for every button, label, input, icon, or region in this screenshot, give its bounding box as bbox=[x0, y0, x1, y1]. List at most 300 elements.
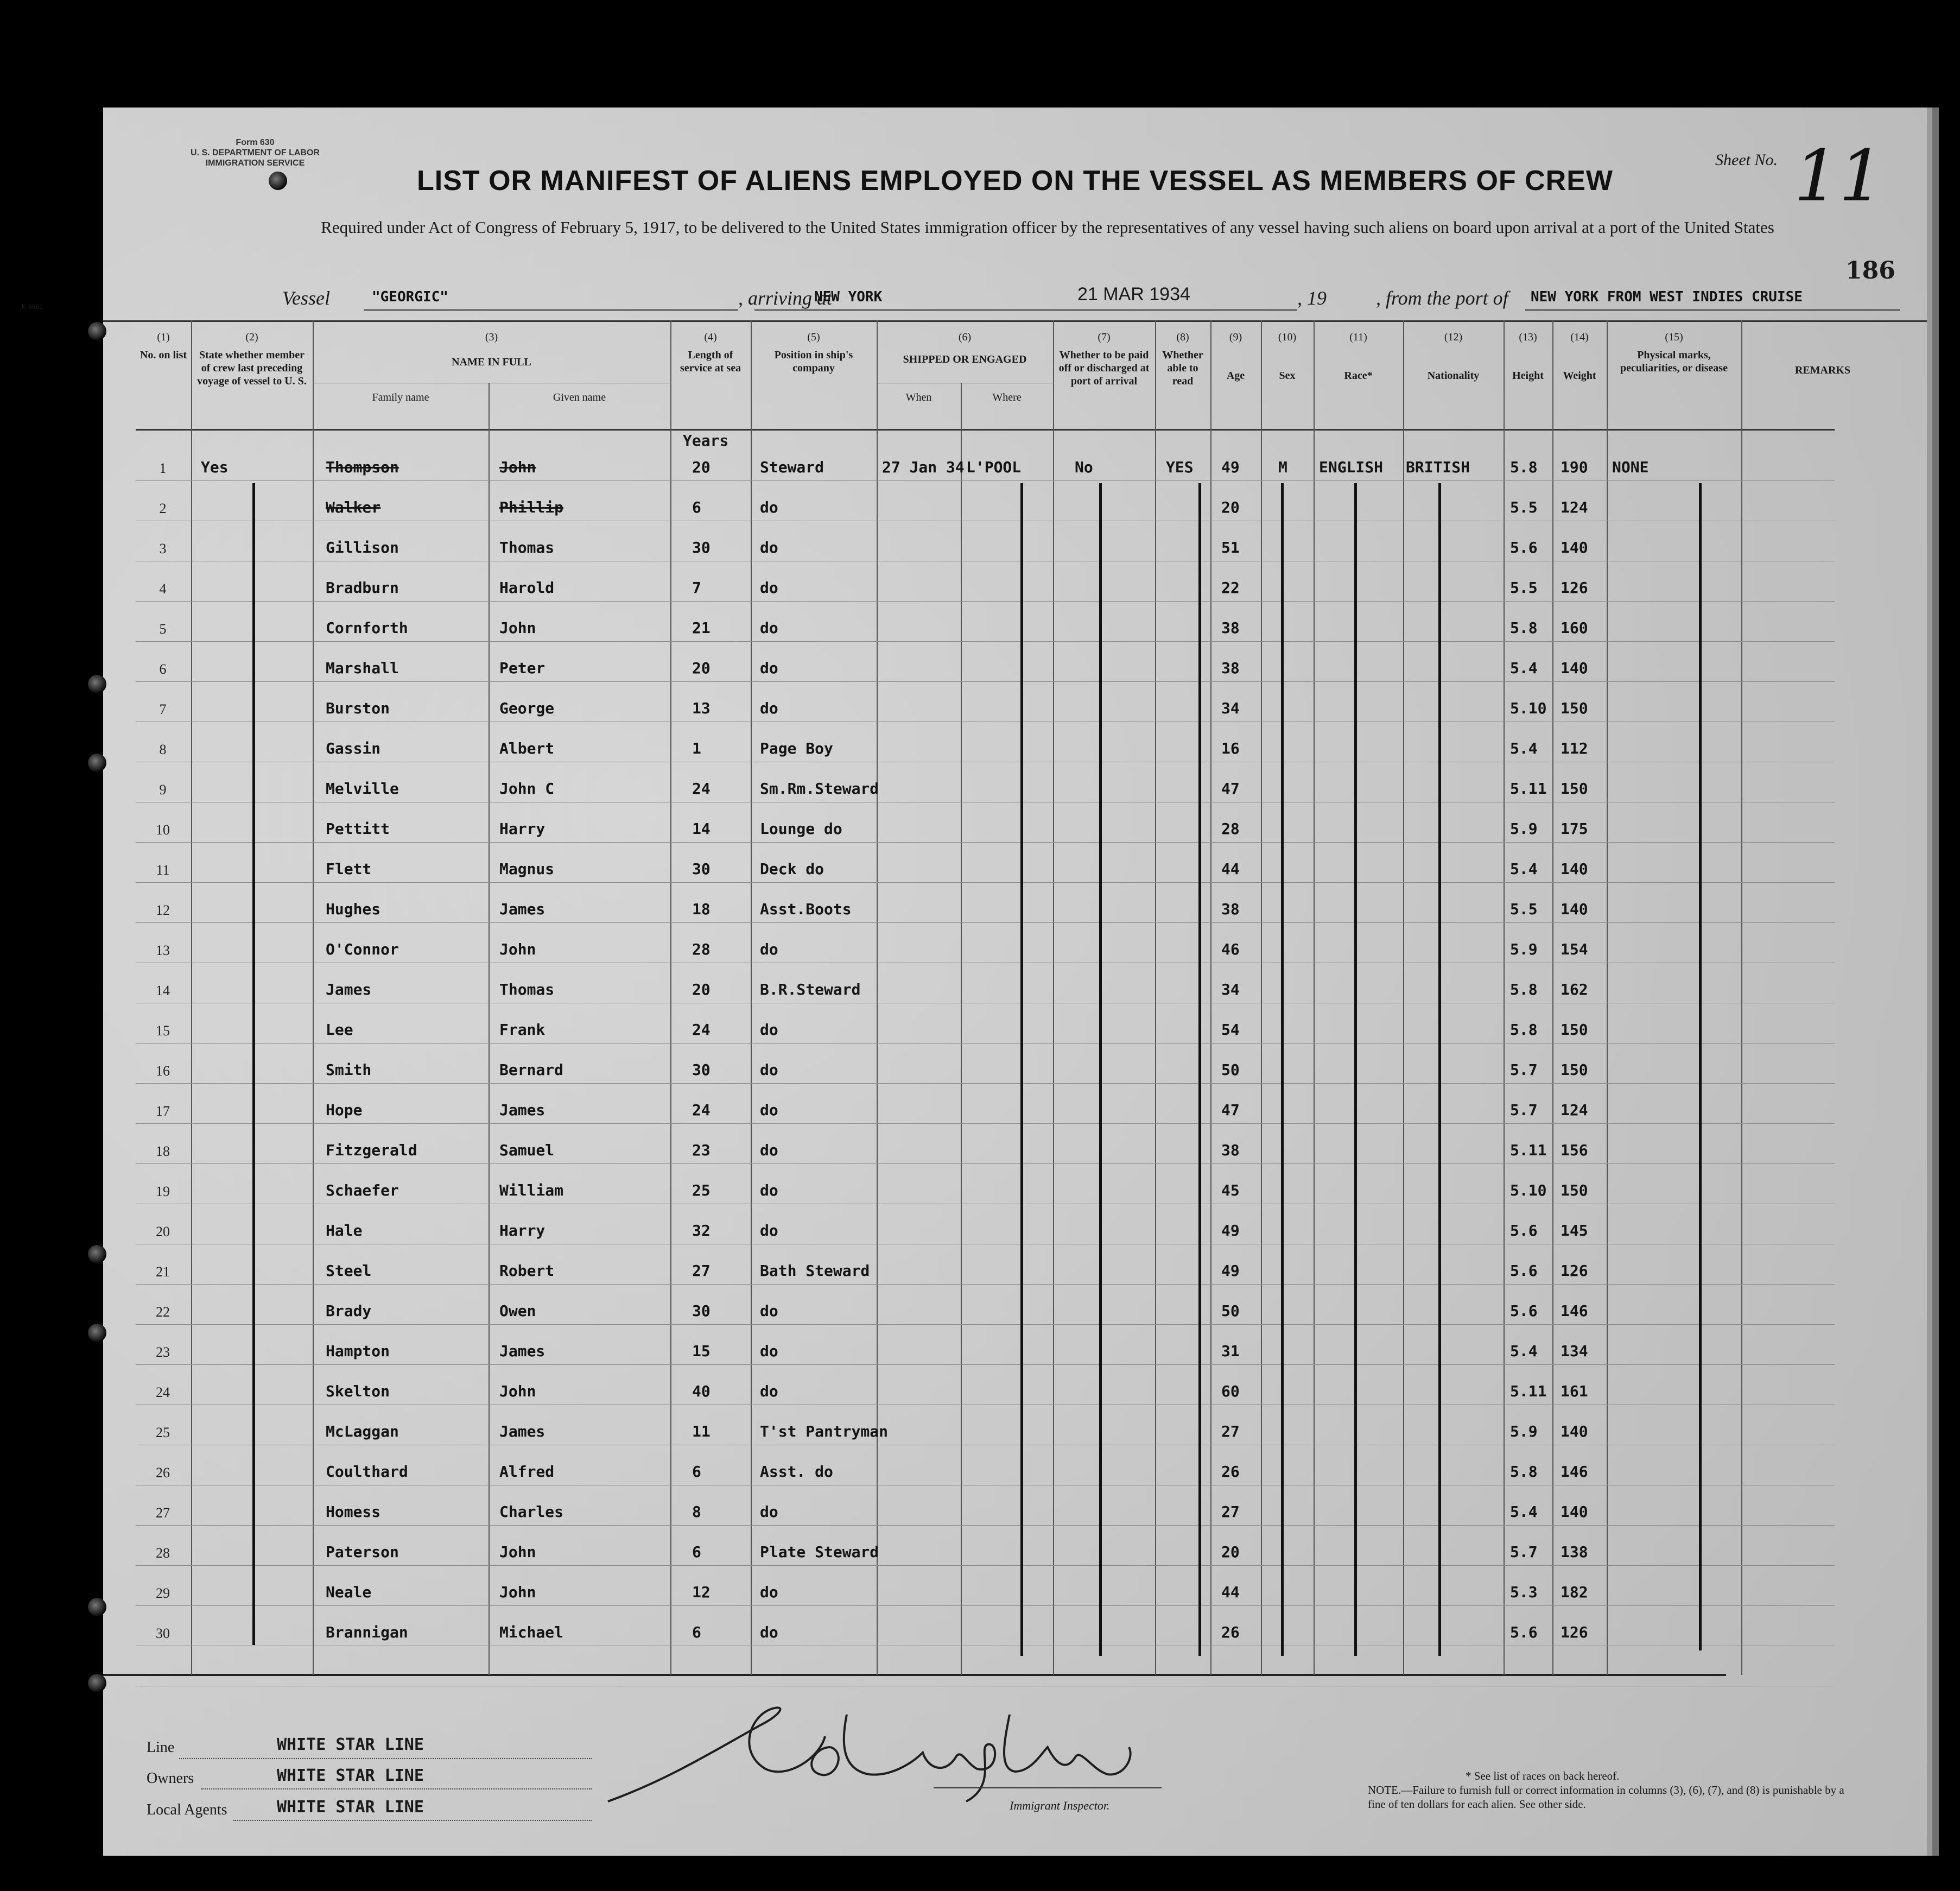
row-number: 8 bbox=[159, 742, 167, 757]
weight-cell: 124 bbox=[1561, 498, 1588, 516]
arriving-label: , arriving at bbox=[738, 287, 833, 309]
row-rule bbox=[136, 1163, 1835, 1164]
column-divider bbox=[313, 320, 314, 1675]
ditto-line-paid-off bbox=[1198, 483, 1201, 1656]
age-cell: 49 bbox=[1221, 1262, 1240, 1280]
col-15-number: (15) bbox=[1665, 331, 1683, 343]
years-unit-label: Years bbox=[683, 432, 729, 450]
punch-hole bbox=[88, 322, 106, 340]
given-name-cell: Phillip bbox=[499, 498, 564, 516]
position-cell: do bbox=[760, 659, 778, 677]
age-cell: 54 bbox=[1221, 1021, 1240, 1039]
owners-dots bbox=[201, 1788, 592, 1789]
family-name-header: Family name bbox=[372, 391, 429, 403]
col-13-number: (13) bbox=[1519, 331, 1537, 343]
given-name-cell: Michael bbox=[499, 1623, 564, 1641]
height-cell: 5.6 bbox=[1510, 1222, 1538, 1239]
service-length-cell: 18 bbox=[692, 900, 711, 918]
col-7-number: (7) bbox=[1098, 331, 1111, 343]
paid-off-cell: No bbox=[1075, 458, 1093, 476]
service-length-cell: 30 bbox=[692, 1061, 711, 1079]
row-rule bbox=[136, 1083, 1835, 1084]
given-name-cell: Albert bbox=[499, 739, 555, 757]
shipped-when-cell: 27 Jan 34 bbox=[882, 458, 965, 476]
position-cell: do bbox=[760, 1382, 778, 1400]
weight-cell: 126 bbox=[1561, 1623, 1588, 1641]
given-name-header: Given name bbox=[553, 391, 606, 403]
given-name-cell: Robert bbox=[499, 1262, 555, 1280]
ditto-line-marks bbox=[1699, 483, 1702, 1650]
service-length-cell: 14 bbox=[692, 820, 711, 838]
column-divider bbox=[1607, 320, 1608, 1675]
family-name-cell: Homess bbox=[326, 1503, 381, 1521]
row-number: 25 bbox=[156, 1425, 170, 1440]
column-divider bbox=[1053, 320, 1054, 1675]
weight-cell: 140 bbox=[1561, 1503, 1588, 1521]
given-name-cell: James bbox=[499, 1101, 545, 1119]
row-number: 3 bbox=[159, 541, 167, 556]
family-name-cell: Lee bbox=[326, 1021, 353, 1039]
row-number: 26 bbox=[156, 1465, 170, 1481]
service-length-cell: 6 bbox=[692, 1463, 701, 1481]
weight-cell: 140 bbox=[1561, 1422, 1588, 1440]
row-rule bbox=[136, 1525, 1835, 1526]
when-where-divider bbox=[961, 383, 962, 1675]
weight-cell: 182 bbox=[1561, 1583, 1588, 1601]
given-name-cell: William bbox=[499, 1181, 564, 1199]
row-number: 24 bbox=[156, 1384, 170, 1400]
service-length-cell: 13 bbox=[692, 699, 711, 717]
col-10-number: (10) bbox=[1278, 331, 1297, 343]
height-cell: 5.8 bbox=[1510, 1021, 1538, 1039]
service-length-cell: 6 bbox=[692, 1543, 701, 1561]
given-name-cell: John bbox=[499, 940, 536, 958]
column-divider bbox=[877, 320, 878, 1675]
service-length-cell: 30 bbox=[692, 539, 711, 556]
family-name-cell: Brannigan bbox=[326, 1623, 408, 1641]
vessel-name-line bbox=[364, 309, 738, 311]
given-name-cell: Frank bbox=[499, 1021, 545, 1039]
service-length-cell: 32 bbox=[692, 1222, 711, 1239]
prev-voyage-cell: Yes bbox=[201, 458, 229, 476]
age-cell: 28 bbox=[1221, 820, 1240, 838]
given-name-cell: Harry bbox=[499, 820, 545, 838]
position-cell: Plate Steward bbox=[760, 1543, 879, 1561]
ditto-line-read bbox=[1281, 483, 1284, 1656]
race-cell: ENGLISH bbox=[1319, 458, 1384, 476]
crew-table bbox=[103, 320, 1927, 1732]
height-cell: 5.6 bbox=[1510, 1623, 1538, 1641]
position-cell: B.R.Steward bbox=[760, 981, 861, 998]
where-header: Where bbox=[992, 391, 1022, 403]
col-14-label: Weight bbox=[1563, 370, 1596, 382]
age-cell: 44 bbox=[1221, 860, 1240, 878]
col-7-label: Whether to be paid off or discharged at port of arrival bbox=[1058, 349, 1150, 387]
weight-cell: 140 bbox=[1561, 539, 1588, 556]
height-cell: 5.6 bbox=[1510, 1302, 1538, 1320]
column-divider bbox=[1155, 320, 1156, 1675]
service-length-cell: 12 bbox=[692, 1583, 711, 1601]
row-number: 17 bbox=[156, 1103, 170, 1119]
service-name: IMMIGRATION SERVICE bbox=[205, 159, 305, 168]
weight-cell: 150 bbox=[1561, 1021, 1588, 1039]
row-number: 22 bbox=[156, 1304, 170, 1320]
age-cell: 45 bbox=[1221, 1181, 1240, 1199]
service-length-cell: 20 bbox=[692, 458, 711, 476]
physical-marks-cell: NONE bbox=[1612, 458, 1649, 476]
age-cell: 49 bbox=[1221, 458, 1240, 476]
form-number: Form 630 bbox=[236, 138, 275, 147]
col-4-label: Length of service at sea bbox=[680, 349, 741, 374]
position-cell: do bbox=[760, 1342, 778, 1360]
row-number: 29 bbox=[156, 1585, 170, 1601]
height-cell: 5.3 bbox=[1510, 1583, 1538, 1601]
ditto-line-nationality bbox=[1438, 483, 1441, 1656]
height-cell: 5.10 bbox=[1510, 1181, 1547, 1199]
row-rule bbox=[136, 882, 1835, 883]
height-cell: 5.5 bbox=[1510, 498, 1538, 516]
weight-cell: 160 bbox=[1561, 619, 1588, 637]
position-cell: Lounge do bbox=[760, 820, 842, 838]
service-length-cell: 6 bbox=[692, 1623, 701, 1641]
weight-cell: 124 bbox=[1561, 1101, 1588, 1119]
weight-cell: 146 bbox=[1561, 1302, 1588, 1320]
line-value: WHITE STAR LINE bbox=[277, 1735, 424, 1754]
service-length-cell: 1 bbox=[692, 739, 701, 757]
height-cell: 5.5 bbox=[1510, 900, 1538, 918]
row-number: 14 bbox=[156, 983, 170, 998]
col-5-number: (5) bbox=[807, 331, 820, 343]
position-cell: do bbox=[760, 1181, 778, 1199]
manifest-sheet bbox=[22, 107, 1927, 1856]
family-name-cell: Gassin bbox=[326, 739, 381, 757]
row-number: 15 bbox=[156, 1023, 170, 1039]
sheet-number-label: Sheet No. bbox=[1715, 151, 1778, 169]
col-13-label: Height bbox=[1512, 370, 1544, 382]
column-divider bbox=[1504, 320, 1505, 1675]
position-cell: do bbox=[760, 498, 778, 516]
age-cell: 34 bbox=[1221, 699, 1240, 717]
service-length-cell: 23 bbox=[692, 1141, 711, 1159]
position-cell: Bath Steward bbox=[760, 1262, 870, 1280]
age-cell: 49 bbox=[1221, 1222, 1240, 1239]
weight-cell: 146 bbox=[1561, 1463, 1588, 1481]
weight-cell: 162 bbox=[1561, 981, 1588, 998]
weight-cell: 150 bbox=[1561, 1181, 1588, 1199]
row-number: 30 bbox=[156, 1626, 170, 1641]
row-number: 10 bbox=[156, 822, 170, 838]
height-cell: 5.9 bbox=[1510, 820, 1538, 838]
column-divider bbox=[1314, 320, 1315, 1675]
height-cell: 5.8 bbox=[1510, 981, 1538, 998]
column-divider bbox=[191, 320, 192, 1675]
row-number: 28 bbox=[156, 1545, 170, 1561]
family-name-cell: Burston bbox=[326, 699, 390, 717]
table-bottom-border bbox=[103, 1674, 1726, 1676]
height-cell: 5.10 bbox=[1510, 699, 1547, 717]
position-cell: Deck do bbox=[760, 860, 824, 878]
given-name-cell: James bbox=[499, 1342, 545, 1360]
row-rule bbox=[136, 1123, 1835, 1124]
height-cell: 5.6 bbox=[1510, 1262, 1538, 1280]
col-9-number: (9) bbox=[1229, 331, 1242, 343]
local-agents-value: WHITE STAR LINE bbox=[277, 1798, 424, 1817]
col-8-number: (8) bbox=[1176, 331, 1189, 343]
given-name-cell: John bbox=[499, 1382, 536, 1400]
col-6-number: (6) bbox=[958, 331, 972, 343]
ditto-line-when bbox=[1020, 483, 1023, 1656]
vessel-name: "GEORGIC" bbox=[372, 289, 448, 305]
row-number: 20 bbox=[156, 1224, 170, 1239]
height-cell: 5.7 bbox=[1510, 1543, 1538, 1561]
date-stamp: 21 MAR 1934 bbox=[1077, 284, 1190, 305]
column-divider bbox=[1741, 320, 1742, 1675]
weight-cell: 140 bbox=[1561, 860, 1588, 878]
weight-cell: 134 bbox=[1561, 1342, 1588, 1360]
height-cell: 5.8 bbox=[1510, 1463, 1538, 1481]
family-name-cell: Gillison bbox=[326, 539, 399, 556]
family-name-cell: James bbox=[326, 981, 372, 998]
age-cell: 46 bbox=[1221, 940, 1240, 958]
ditto-line-prev-voyage bbox=[252, 483, 255, 1645]
given-name-cell: Magnus bbox=[499, 860, 555, 878]
service-length-cell: 24 bbox=[692, 780, 711, 798]
local-agents-label: Local Agents bbox=[147, 1801, 227, 1818]
weight-cell: 150 bbox=[1561, 780, 1588, 798]
service-length-cell: 24 bbox=[692, 1101, 711, 1119]
service-length-cell: 30 bbox=[692, 1302, 711, 1320]
position-cell: do bbox=[760, 699, 778, 717]
age-cell: 47 bbox=[1221, 780, 1240, 798]
able-to-read-cell: YES bbox=[1166, 458, 1194, 476]
col-9-label: Age bbox=[1226, 370, 1245, 382]
col-3-label: NAME IN FULL bbox=[452, 356, 531, 368]
weight-cell: 190 bbox=[1561, 458, 1588, 476]
row-number: 18 bbox=[156, 1143, 170, 1159]
header-bottom-border bbox=[136, 429, 1835, 431]
position-cell: do bbox=[760, 1583, 778, 1601]
age-cell: 51 bbox=[1221, 539, 1240, 556]
family-name-cell: O'Connor bbox=[326, 940, 399, 958]
family-name-cell: Fitzgerald bbox=[326, 1141, 417, 1159]
age-cell: 20 bbox=[1221, 1543, 1240, 1561]
family-name-cell: Pettitt bbox=[326, 820, 390, 838]
age-cell: 27 bbox=[1221, 1503, 1240, 1521]
family-given-divider bbox=[489, 383, 490, 1675]
given-name-cell: Thomas bbox=[499, 539, 555, 556]
corner-code: K-8661 bbox=[22, 303, 43, 311]
height-cell: 5.4 bbox=[1510, 860, 1538, 878]
age-cell: 47 bbox=[1221, 1101, 1240, 1119]
service-length-cell: 30 bbox=[692, 860, 711, 878]
row-rule bbox=[136, 842, 1835, 843]
weight-cell: 154 bbox=[1561, 940, 1588, 958]
date-line bbox=[1080, 309, 1297, 311]
age-cell: 27 bbox=[1221, 1422, 1240, 1440]
height-cell: 5.8 bbox=[1510, 458, 1538, 476]
col-6-label: SHIPPED OR ENGAGED bbox=[903, 353, 1027, 365]
age-cell: 38 bbox=[1221, 659, 1240, 677]
row-number: 21 bbox=[156, 1264, 170, 1280]
position-cell: do bbox=[760, 1222, 778, 1239]
col-2-number: (2) bbox=[245, 331, 258, 343]
row-rule bbox=[136, 922, 1835, 923]
family-name-cell: Steel bbox=[326, 1262, 372, 1280]
penalty-note: NOTE.—Failure to furnish full or correct information in columns (3), (6), (7), and (8) is punishable by a fine of ten dollars for each alien. See other side. bbox=[1368, 1784, 1844, 1811]
family-name-cell: Coulthard bbox=[326, 1463, 408, 1481]
service-length-cell: 24 bbox=[692, 1021, 711, 1039]
punch-hole bbox=[88, 754, 106, 772]
weight-cell: 150 bbox=[1561, 1061, 1588, 1079]
col-4-number: (4) bbox=[704, 331, 717, 343]
owners-label: Owners bbox=[147, 1770, 194, 1787]
position-cell: do bbox=[760, 1503, 778, 1521]
family-name-cell: Hale bbox=[326, 1222, 363, 1239]
row-number: 13 bbox=[156, 943, 170, 958]
row-number: 23 bbox=[156, 1344, 170, 1360]
local-agents-dots bbox=[233, 1820, 592, 1821]
family-name-cell: Cornforth bbox=[326, 619, 408, 637]
weight-cell: 140 bbox=[1561, 659, 1588, 677]
punch-hole bbox=[88, 1674, 106, 1692]
row-number: 1 bbox=[159, 460, 167, 476]
when-header: When bbox=[905, 391, 932, 403]
given-name-cell: John bbox=[499, 458, 536, 476]
col-14-number: (14) bbox=[1570, 331, 1589, 343]
service-length-cell: 15 bbox=[692, 1342, 711, 1360]
family-name-cell: Hope bbox=[326, 1101, 363, 1119]
height-cell: 5.11 bbox=[1510, 1141, 1547, 1159]
punch-hole bbox=[88, 1324, 106, 1342]
age-cell: 22 bbox=[1221, 579, 1240, 597]
position-cell: do bbox=[760, 1101, 778, 1119]
position-cell: do bbox=[760, 539, 778, 556]
height-cell: 5.11 bbox=[1510, 780, 1547, 798]
col-3-number: (3) bbox=[485, 331, 498, 343]
given-name-cell: Thomas bbox=[499, 981, 555, 998]
row-number: 5 bbox=[159, 621, 167, 637]
position-cell: Asst.Boots bbox=[760, 900, 852, 918]
position-cell: do bbox=[760, 619, 778, 637]
height-cell: 5.9 bbox=[1510, 1422, 1538, 1440]
age-cell: 50 bbox=[1221, 1061, 1240, 1079]
sex-cell: M bbox=[1278, 458, 1287, 476]
position-cell: do bbox=[760, 1302, 778, 1320]
position-cell: do bbox=[760, 940, 778, 958]
ditto-line-race bbox=[1354, 483, 1357, 1656]
sheet-number-value: 11 bbox=[1794, 135, 1884, 217]
row-rule bbox=[136, 1364, 1835, 1365]
service-length-cell: 20 bbox=[692, 659, 711, 677]
manifest-title: LIST OR MANIFEST OF ALIENS EMPLOYED ON THE VESSEL AS MEMBERS OF CREW bbox=[417, 165, 1613, 197]
given-name-cell: Samuel bbox=[499, 1141, 555, 1159]
table-top-border bbox=[103, 320, 1927, 322]
given-name-cell: John bbox=[499, 1583, 536, 1601]
col-12-number: (12) bbox=[1444, 331, 1463, 343]
service-length-cell: 28 bbox=[692, 940, 711, 958]
position-cell: Page Boy bbox=[760, 739, 833, 757]
age-cell: 34 bbox=[1221, 981, 1240, 998]
given-name-cell: Charles bbox=[499, 1503, 564, 1521]
given-name-cell: George bbox=[499, 699, 555, 717]
row-number: 6 bbox=[159, 661, 167, 677]
height-cell: 5.4 bbox=[1510, 659, 1538, 677]
service-length-cell: 6 bbox=[692, 498, 701, 516]
given-name-cell: Owen bbox=[499, 1302, 536, 1320]
family-name-cell: Bradburn bbox=[326, 579, 399, 597]
height-cell: 5.4 bbox=[1510, 1342, 1538, 1360]
height-cell: 5.6 bbox=[1510, 539, 1538, 556]
col-12-label: Nationality bbox=[1427, 370, 1480, 382]
vessel-label: Vessel bbox=[282, 287, 330, 309]
service-length-cell: 7 bbox=[692, 579, 701, 597]
family-name-cell: Brady bbox=[326, 1302, 372, 1320]
family-name-cell: McLaggan bbox=[326, 1422, 399, 1440]
family-name-cell: Hampton bbox=[326, 1342, 390, 1360]
family-name-cell: Flett bbox=[326, 860, 372, 878]
column-divider bbox=[1403, 320, 1404, 1675]
age-cell: 20 bbox=[1221, 498, 1240, 516]
position-cell: do bbox=[760, 579, 778, 597]
row-rule bbox=[136, 480, 1835, 481]
age-cell: 50 bbox=[1221, 1302, 1240, 1320]
vessel-line bbox=[103, 284, 1927, 314]
punch-hole bbox=[88, 675, 106, 693]
punch-hole bbox=[88, 1245, 106, 1263]
age-cell: 60 bbox=[1221, 1382, 1240, 1400]
col-2-label: State whether member of crew last preceding voyage of vessel to U. S. bbox=[197, 349, 307, 387]
row-rule bbox=[136, 1324, 1835, 1325]
shipped-where-cell: L'POOL bbox=[966, 458, 1022, 476]
column-divider bbox=[670, 320, 671, 1675]
col-15-label: Physical marks, peculiarities, or disease bbox=[1620, 349, 1728, 374]
height-cell: 5.7 bbox=[1510, 1101, 1538, 1119]
remarks-header: REMARKS bbox=[1794, 364, 1851, 376]
row-number: 4 bbox=[159, 581, 167, 597]
position-cell: do bbox=[760, 1061, 778, 1079]
departure-port: NEW YORK FROM WEST INDIES CRUISE bbox=[1531, 289, 1803, 305]
service-length-cell: 21 bbox=[692, 619, 711, 637]
row-rule bbox=[136, 681, 1835, 682]
line-label: Line bbox=[147, 1739, 175, 1756]
weight-cell: 126 bbox=[1561, 1262, 1588, 1280]
immigrant-inspector-label: Immigrant Inspector. bbox=[1010, 1799, 1110, 1812]
height-cell: 5.4 bbox=[1510, 739, 1538, 757]
position-cell: do bbox=[760, 1623, 778, 1641]
column-divider bbox=[751, 320, 752, 1675]
family-name-cell: Smith bbox=[326, 1061, 372, 1079]
family-name-cell: Skelton bbox=[326, 1382, 390, 1400]
given-name-cell: Bernard bbox=[499, 1061, 564, 1079]
position-cell: Sm.Rm.Steward bbox=[760, 780, 879, 798]
arrival-port: NEW YORK bbox=[814, 289, 883, 305]
weight-cell: 156 bbox=[1561, 1141, 1588, 1159]
department-name: U. S. DEPARTMENT OF LABOR bbox=[191, 148, 320, 157]
service-length-cell: 11 bbox=[692, 1422, 711, 1440]
family-name-cell: Marshall bbox=[326, 659, 399, 677]
weight-cell: 161 bbox=[1561, 1382, 1588, 1400]
service-length-cell: 40 bbox=[692, 1382, 711, 1400]
row-rule bbox=[136, 601, 1835, 602]
weight-cell: 126 bbox=[1561, 579, 1588, 597]
col-11-label: Race* bbox=[1344, 370, 1373, 382]
family-name-cell: Melville bbox=[326, 780, 399, 798]
from-port-label: , from the port of bbox=[1376, 287, 1508, 309]
given-name-cell: John bbox=[499, 1543, 536, 1561]
position-cell: Steward bbox=[760, 458, 824, 476]
age-cell: 26 bbox=[1221, 1623, 1240, 1641]
height-cell: 5.5 bbox=[1510, 579, 1538, 597]
